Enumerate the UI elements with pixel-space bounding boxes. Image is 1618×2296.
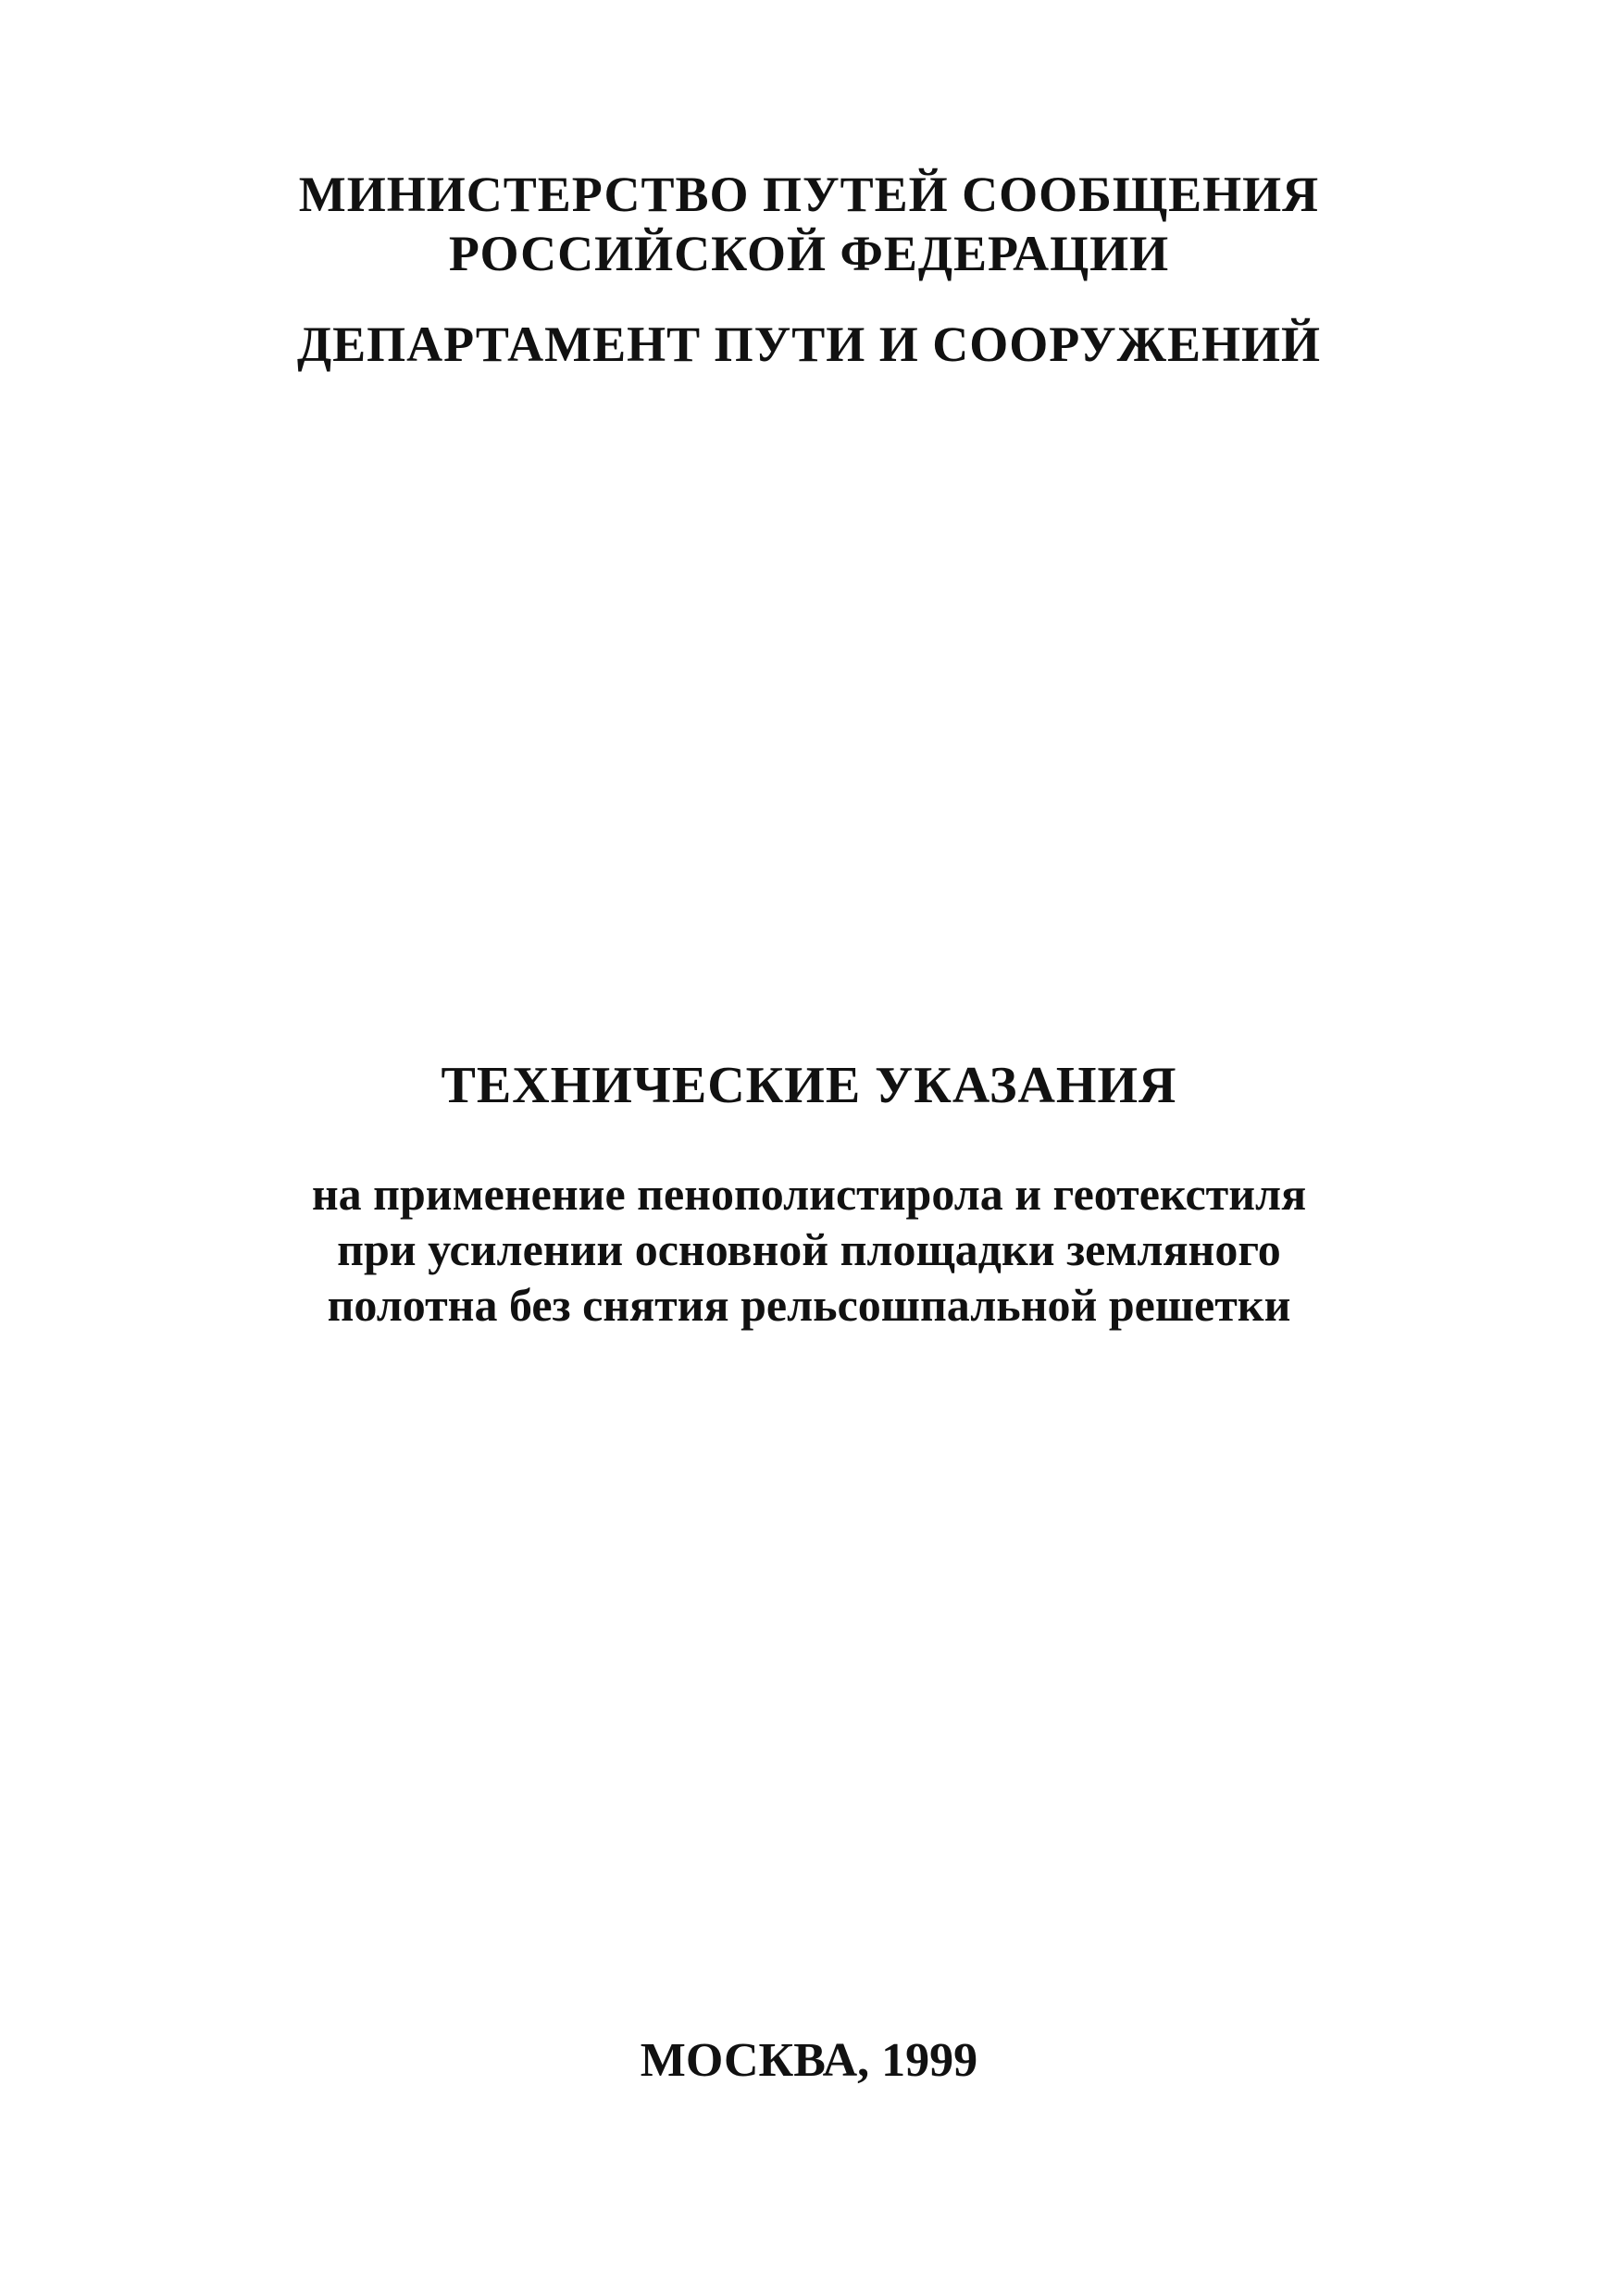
document-subtitle xyxy=(0,1166,1618,1333)
subtitle-line: на применение пенополистирола и геотекстиля xyxy=(311,1168,1307,1220)
ministry-line: МИНИСТЕРСТВО ПУТЕЙ СООБЩЕНИЯ xyxy=(298,167,1320,222)
document-title xyxy=(0,1055,1618,1116)
subtitle-line: при усилении основной площадки земляного xyxy=(337,1223,1281,1275)
place-and-year xyxy=(0,2032,1618,2090)
department-line: ДЕПАРТАМЕНТ ПУТИ И СООРУЖЕНИЙ xyxy=(297,316,1321,372)
document-title-text: ТЕХНИЧЕСКИЕ УКАЗАНИЯ xyxy=(441,1057,1177,1114)
ministry-heading xyxy=(0,165,1618,283)
ministry-line: РОССИЙСКОЙ ФЕДЕРАЦИИ xyxy=(448,226,1170,281)
subtitle-line: полотна без снятия рельсошпальной решетки xyxy=(327,1279,1291,1331)
department-heading xyxy=(0,315,1618,374)
place-year-text: МОСКВА, 1999 xyxy=(640,2034,978,2087)
